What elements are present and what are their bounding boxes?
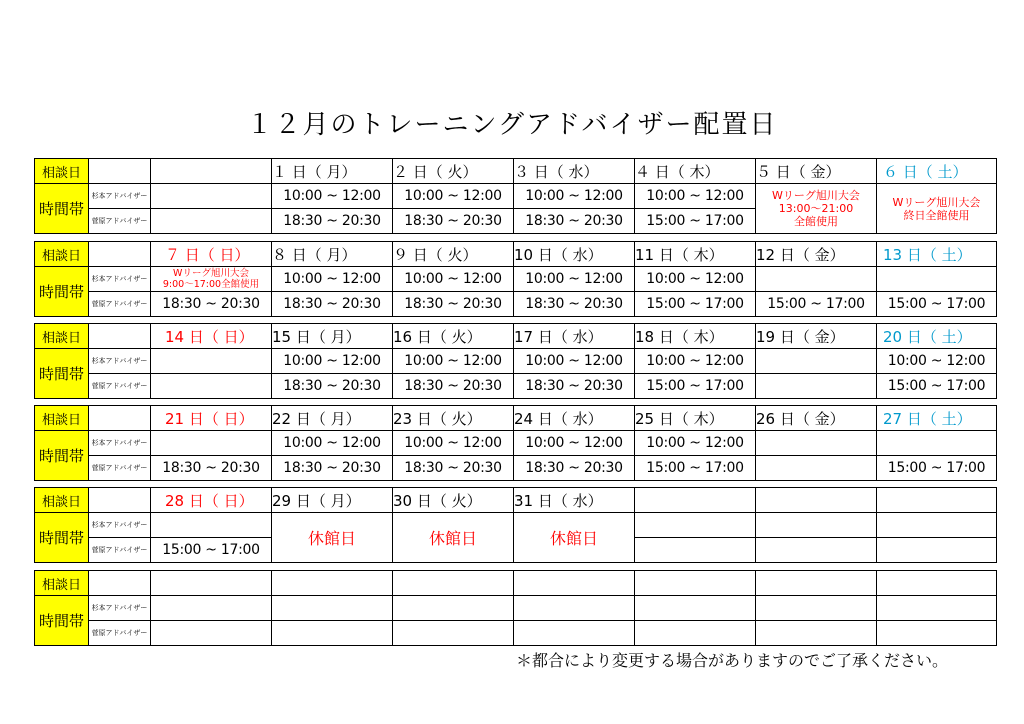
time-cell: 18:30 ~ 20:30	[272, 456, 393, 481]
empty-cell	[151, 571, 272, 596]
time-cell: 15:00 ~ 17:00	[877, 374, 997, 399]
timeslot-label: 時間帯	[35, 513, 89, 563]
timeslot-label: 時間帯	[35, 431, 89, 481]
empty-cell	[756, 621, 877, 646]
consult-label: 相談日	[35, 488, 89, 513]
time-cell: 10:00 ~ 12:00	[635, 267, 756, 292]
time-cell	[151, 431, 272, 456]
time-cell: 15:00 ~ 17:00	[877, 292, 997, 317]
time-cell: 18:30 ~ 20:30	[393, 292, 514, 317]
time-cell: 10:00 ~ 12:00	[877, 349, 997, 374]
empty-cell	[272, 571, 393, 596]
time-cell: 18:30 ~ 20:30	[393, 209, 514, 234]
week-1-table	[34, 158, 997, 234]
advisor1-label: 杉本アドバイザー	[89, 596, 151, 621]
date-cell: １ 日（ 月）	[272, 159, 393, 184]
time-cell: 15:00 ~ 17:00	[151, 538, 272, 563]
date-cell-sunday: ７ 日（ 日）	[151, 242, 272, 267]
time-cell: 18:30 ~ 20:30	[514, 456, 635, 481]
time-cell: 10:00 ~ 12:00	[635, 349, 756, 374]
event-line: Wリーグ旭川大会	[772, 189, 860, 202]
date-cell: ４ 日（ 木）	[635, 159, 756, 184]
time-cell: 15:00 ~ 17:00	[635, 374, 756, 399]
date-cell: ８ 日（ 月）	[272, 242, 393, 267]
week-2-table	[34, 241, 997, 317]
advisor1-label: 杉本アドバイザー	[89, 349, 151, 374]
date-cell-saturday: 13 日（ 土）	[877, 242, 997, 267]
advisor1-label: 杉本アドバイザー	[89, 267, 151, 292]
time-cell: 18:30 ~ 20:30	[393, 374, 514, 399]
empty-cell	[756, 571, 877, 596]
empty-cell	[756, 538, 877, 563]
time-cell	[151, 513, 272, 538]
time-cell	[877, 267, 997, 292]
advisor2-label: 菅原アドバイザー	[89, 538, 151, 563]
date-cell: 15 日（ 月）	[272, 324, 393, 349]
page-title: １２月のトレーニングアドバイザー配置日	[246, 110, 778, 140]
time-cell: 15:00 ~ 17:00	[635, 292, 756, 317]
event-line: Wリーグ旭川大会	[892, 195, 981, 209]
event-line: 全館使用	[794, 215, 838, 228]
date-cell-sunday: 14 日（ 日）	[151, 324, 272, 349]
empty-cell	[89, 571, 151, 596]
empty-cell	[756, 513, 877, 538]
time-cell	[877, 431, 997, 456]
time-cell	[756, 374, 877, 399]
date-cell: 23 日（ 火）	[393, 406, 514, 431]
time-cell	[756, 349, 877, 374]
date-cell: ９ 日（ 火）	[393, 242, 514, 267]
date-cell: ５ 日（ 金）	[756, 159, 877, 184]
empty-cell	[89, 406, 151, 431]
time-cell: 10:00 ~ 12:00	[272, 184, 393, 209]
empty-cell	[393, 621, 514, 646]
empty-cell	[877, 621, 997, 646]
date-cell-saturday	[877, 488, 997, 513]
empty-cell	[514, 621, 635, 646]
time-cell: 15:00 ~ 17:00	[877, 456, 997, 481]
time-cell: 10:00 ~ 12:00	[393, 431, 514, 456]
date-cell: 26 日（ 金）	[756, 406, 877, 431]
time-cell	[756, 267, 877, 292]
time-cell: 10:00 ~ 12:00	[514, 431, 635, 456]
time-cell	[756, 431, 877, 456]
date-cell: 10 日（ 水）	[514, 242, 635, 267]
empty-cell	[877, 596, 997, 621]
advisor2-label: 菅原アドバイザー	[89, 292, 151, 317]
time-cell: 15:00 ~ 17:00	[756, 292, 877, 317]
time-cell: 18:30 ~ 20:30	[151, 292, 272, 317]
time-cell: 18:30 ~ 20:30	[272, 292, 393, 317]
time-cell	[151, 184, 272, 209]
time-cell: 10:00 ~ 12:00	[272, 431, 393, 456]
time-cell	[151, 209, 272, 234]
time-cell: 15:00 ~ 17:00	[635, 209, 756, 234]
closed-day-cell: 休館日	[393, 513, 514, 563]
date-cell	[151, 159, 272, 184]
date-cell: 31 日（ 水）	[514, 488, 635, 513]
empty-cell	[635, 596, 756, 621]
event-cell-sunday	[151, 267, 272, 292]
timeslot-label: 時間帯	[35, 184, 89, 234]
time-cell: 10:00 ~ 12:00	[514, 267, 635, 292]
date-cell: 19 日（ 金）	[756, 324, 877, 349]
empty-cell	[635, 538, 756, 563]
advisor1-label: 杉本アドバイザー	[89, 184, 151, 209]
week-3-table	[34, 323, 997, 399]
closed-day-cell: 休館日	[272, 513, 393, 563]
date-cell: 18 日（ 木）	[635, 324, 756, 349]
empty-cell	[151, 621, 272, 646]
date-cell-saturday: 20 日（ 土）	[877, 324, 997, 349]
time-cell	[151, 374, 272, 399]
consult-label: 相談日	[35, 571, 89, 596]
closed-day-cell: 休館日	[514, 513, 635, 563]
time-cell: 18:30 ~ 20:30	[272, 209, 393, 234]
date-cell: 17 日（ 水）	[514, 324, 635, 349]
time-cell	[151, 349, 272, 374]
empty-cell	[635, 513, 756, 538]
date-cell-saturday: 27 日（ 土）	[877, 406, 997, 431]
empty-cell	[89, 488, 151, 513]
empty-cell	[393, 596, 514, 621]
consult-label: 相談日	[35, 159, 89, 184]
time-cell: 10:00 ~ 12:00	[393, 184, 514, 209]
timeslot-label: 時間帯	[35, 349, 89, 399]
event-cell-friday	[756, 184, 877, 234]
empty-cell	[635, 621, 756, 646]
date-cell: ２ 日（ 火）	[393, 159, 514, 184]
date-cell: 29 日（ 月）	[272, 488, 393, 513]
time-cell: 15:00 ~ 17:00	[635, 456, 756, 481]
advisor2-label: 菅原アドバイザー	[89, 621, 151, 646]
time-cell: 18:30 ~ 20:30	[514, 374, 635, 399]
empty-cell	[514, 571, 635, 596]
week-6-table	[34, 570, 997, 646]
empty-cell	[877, 571, 997, 596]
time-cell: 18:30 ~ 20:30	[514, 292, 635, 317]
time-cell: 18:30 ~ 20:30	[514, 209, 635, 234]
time-cell: 10:00 ~ 12:00	[514, 184, 635, 209]
footnote: ＊都合により変更する場合がありますのでご了承ください。	[515, 651, 948, 670]
date-cell-saturday: ６ 日（ 土）	[877, 159, 997, 184]
empty-cell	[877, 538, 997, 563]
empty-cell	[272, 596, 393, 621]
empty-cell	[272, 621, 393, 646]
date-cell	[756, 488, 877, 513]
empty-cell	[89, 242, 151, 267]
event-line: 13:00～21:00	[778, 202, 854, 215]
time-cell: 10:00 ~ 12:00	[514, 349, 635, 374]
time-cell: 18:30 ~ 20:30	[272, 374, 393, 399]
advisor1-label: 杉本アドバイザー	[89, 513, 151, 538]
event-line: Wリーグ旭川大会	[173, 268, 249, 279]
time-cell: 10:00 ~ 12:00	[635, 184, 756, 209]
empty-cell	[89, 324, 151, 349]
advisor2-label: 菅原アドバイザー	[89, 456, 151, 481]
date-cell: 25 日（ 木）	[635, 406, 756, 431]
empty-cell	[514, 596, 635, 621]
date-cell	[635, 488, 756, 513]
advisor2-label: 菅原アドバイザー	[89, 209, 151, 234]
empty-cell	[877, 513, 997, 538]
date-cell-sunday: 21 日（ 日）	[151, 406, 272, 431]
date-cell: 16 日（ 火）	[393, 324, 514, 349]
timeslot-label: 時間帯	[35, 596, 89, 646]
empty-cell	[393, 571, 514, 596]
event-line: 終日全館使用	[903, 208, 970, 222]
empty-cell	[635, 571, 756, 596]
time-cell: 10:00 ~ 12:00	[635, 431, 756, 456]
time-cell: 18:30 ~ 20:30	[151, 456, 272, 481]
advisor2-label: 菅原アドバイザー	[89, 374, 151, 399]
time-cell: 18:30 ~ 20:30	[393, 456, 514, 481]
time-cell: 10:00 ~ 12:00	[272, 349, 393, 374]
date-cell: 12 日（ 金）	[756, 242, 877, 267]
time-cell: 10:00 ~ 12:00	[272, 267, 393, 292]
date-cell-sunday: 28 日（ 日）	[151, 488, 272, 513]
date-cell: ３ 日（ 水）	[514, 159, 635, 184]
date-cell: 30 日（ 火）	[393, 488, 514, 513]
week-5-table	[34, 487, 997, 563]
advisor1-label: 杉本アドバイザー	[89, 431, 151, 456]
consult-label: 相談日	[35, 406, 89, 431]
empty-cell	[756, 596, 877, 621]
date-cell: 11 日（ 木）	[635, 242, 756, 267]
time-cell: 10:00 ~ 12:00	[393, 267, 514, 292]
consult-label: 相談日	[35, 324, 89, 349]
time-cell	[756, 456, 877, 481]
empty-cell	[151, 596, 272, 621]
timeslot-label: 時間帯	[35, 267, 89, 317]
week-4-table	[34, 405, 997, 481]
date-cell: 22 日（ 月）	[272, 406, 393, 431]
event-cell-saturday	[877, 184, 997, 234]
time-cell: 10:00 ~ 12:00	[393, 349, 514, 374]
consult-label: 相談日	[35, 242, 89, 267]
empty-cell	[89, 159, 151, 184]
event-line: 9:00～17:00全館使用	[162, 279, 260, 290]
date-cell: 24 日（ 水）	[514, 406, 635, 431]
